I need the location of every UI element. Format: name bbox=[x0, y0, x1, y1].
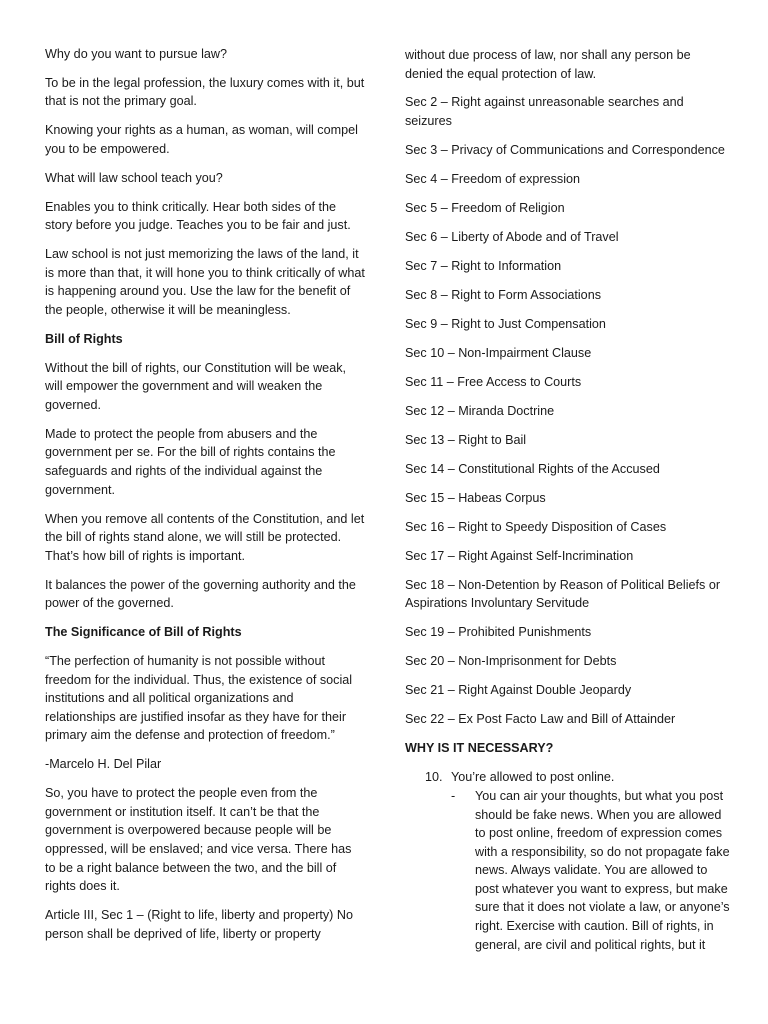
paragraph-knowing-rights: Knowing your rights as a human, as woman, will compel you to be empowered. bbox=[45, 123, 358, 156]
section-item: Sec 22 – Ex Post Facto Law and Bill of Attainder bbox=[405, 712, 676, 727]
section-item: Sec 11 – Free Access to Courts bbox=[405, 374, 582, 389]
section-item: Sec 21 – Right Against Double Jeopardy bbox=[405, 683, 632, 698]
bullet-item bbox=[405, 787, 730, 954]
section-item: Sec 18 – Non-Detention by Reason of Political Beliefs or Aspirations Involuntary Servitude bbox=[405, 577, 721, 611]
paragraph-think-critically: Enables you to think critically. Hear both sides of the story before you judge. Teaches you to be fair and just. bbox=[45, 199, 351, 233]
paragraph-made-to-protect: Made to protect the people from abusers and the government per se. For the bill of rights contains the safeguards and rights of the individual against the government. bbox=[45, 426, 336, 497]
paragraph-article-three-sec-one: Article III, Sec 1 – (Right to life, liberty and property) No person shall be deprived of life, liberty or property bbox=[45, 908, 353, 941]
section-item: Sec 13 – Right to Bail bbox=[405, 432, 527, 447]
section-item: Sec 17 – Right Against Self-Incrimination bbox=[405, 548, 634, 563]
paragraph-legal-profession: To be in the legal profession, the luxury comes with it, but that is not the primary goal. bbox=[45, 75, 365, 109]
section-item: Sec 10 – Non-Impairment Clause bbox=[405, 345, 592, 360]
section-item: Sec 7 – Right to Information bbox=[405, 259, 562, 273]
paragraph-remove-contents: When you remove all contents of the Constitution, and let the bill of rights stand alone, we will still be protected. That’s how bill of rights is important. bbox=[45, 511, 365, 563]
heading-why-necessary: WHY IS IT NECESSARY? bbox=[405, 741, 554, 756]
paragraph-balances-power: It balances the power of the governing authority and the power of the governed. bbox=[45, 577, 356, 611]
section-item: Sec 2 – Right against unreasonable searches and seizures bbox=[405, 95, 684, 129]
section-item: Sec 5 – Freedom of Religion bbox=[405, 201, 565, 216]
section-item: Sec 9 – Right to Just Compensation bbox=[405, 316, 606, 331]
paragraph-quote: “The perfection of humanity is not possible without freedom for the individual. Thus, the existence of social institutions and all political organizations and relationships are justified insofar as they have for their primary aim the defense and protection of freedom.” bbox=[45, 654, 353, 743]
section-item: Sec 20 – Non-Imprisonment for Debts bbox=[405, 654, 617, 669]
paragraph-question-law-school: What will law school teach you? bbox=[45, 170, 223, 185]
section-item: Sec 4 – Freedom of expression bbox=[405, 172, 581, 187]
section-item: Sec 15 – Habeas Corpus bbox=[405, 490, 546, 505]
heading-significance: The Significance of Bill of Rights bbox=[45, 625, 242, 640]
section-item: Sec 12 – Miranda Doctrine bbox=[405, 403, 555, 418]
paragraph-quote-author: -Marcelo H. Del Pilar bbox=[45, 757, 162, 772]
paragraph-question-pursue-law: Why do you want to pursue law? bbox=[45, 47, 228, 61]
section-item: Sec 3 – Privacy of Communications and Correspondence bbox=[405, 143, 725, 158]
dash-bullet-icon: - bbox=[451, 788, 456, 803]
section-item: Sec 19 – Prohibited Punishments bbox=[405, 625, 592, 640]
list-number: 10. bbox=[425, 770, 443, 785]
right-column bbox=[405, 46, 730, 954]
paragraph-without-bill-of-rights: Without the bill of rights, our Constitution will be weak, will empower the government and will weaken the governed. bbox=[45, 360, 346, 412]
list-item bbox=[405, 768, 730, 787]
section-item: Sec 14 – Constitutional Rights of the Accused bbox=[405, 461, 660, 476]
paragraph-continuation: without due process of law, nor shall any person be denied the equal protection of law. bbox=[405, 48, 691, 81]
list-item-text: You’re allowed to post online. bbox=[451, 770, 615, 785]
paragraph-law-school-not-memorizing: Law school is not just memorizing the laws of the land, it is more than that, it will hone you to think critically of what is happening around you. Use the law for the benefit of the people, otherwise it will be meaningless. bbox=[45, 247, 365, 318]
left-column bbox=[45, 45, 365, 954]
heading-bill-of-rights: Bill of Rights bbox=[45, 331, 123, 346]
bullet-text: You can air your thoughts, but what you post should be fake news. When you are allowed to post online, freedom of expression comes with a responsibility, so do not propagate fake news. Always validate. You are allowed to post whatever you want to express, but make sure that it does not violate a law, or anyone’s right. Exercise with caution. Bill of rights, in general, are civil and political rights, but it bbox=[475, 788, 730, 952]
paragraph-protect-people: So, you have to protect the people even from the government or institution itself. It can’t be that the government is overpowered because people will be oppressed, will be enslaved; and vice versa. There has to be a right balance between the two, and the bill of rights does it. bbox=[45, 786, 352, 894]
section-item: Sec 16 – Right to Speedy Disposition of Cases bbox=[405, 519, 667, 534]
section-item: Sec 8 – Right to Form Associations bbox=[405, 287, 601, 302]
section-item: Sec 6 – Liberty of Abode and of Travel bbox=[405, 230, 619, 245]
